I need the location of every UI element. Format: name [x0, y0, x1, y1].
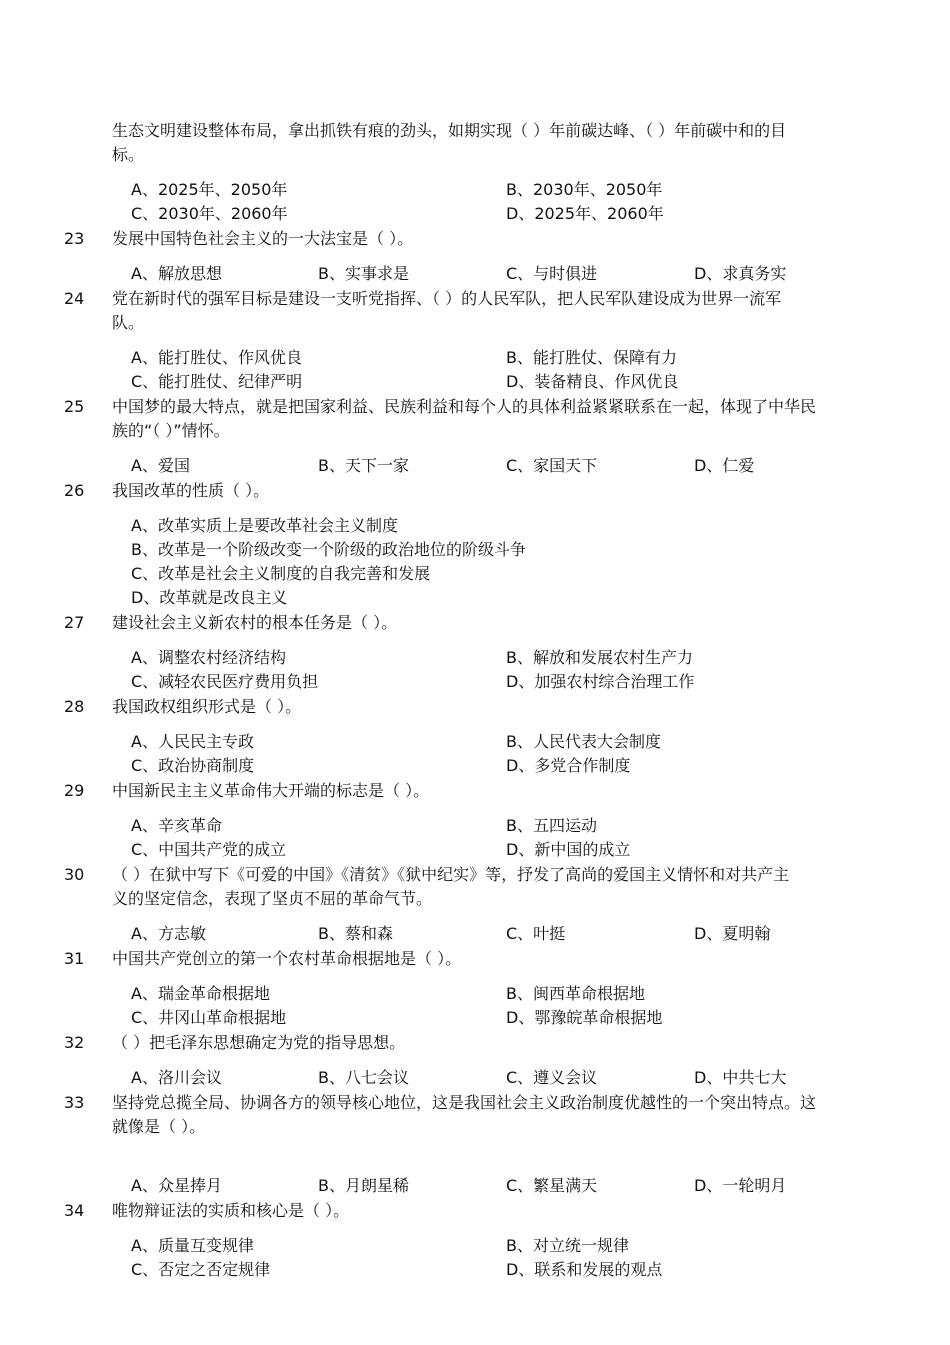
question-32-option-c: C、遵义会议: [506, 1068, 598, 1087]
question-33-stem-line-2: 就像是（ ）。: [112, 1117, 206, 1136]
question-28-option-d: D、多党合作制度: [506, 756, 631, 775]
question-32-stem: （ ）把毛泽东思想确定为党的指导思想。: [112, 1033, 406, 1052]
question-29-option-b: B、五四运动: [506, 816, 597, 835]
question-23-stem: 发展中国特色社会主义的一大法宝是（ ）。: [112, 229, 414, 248]
question-23-option-c: C、与时俱进: [506, 264, 598, 283]
question-34-option-d: D、联系和发展的观点: [506, 1260, 663, 1279]
question-28-stem: 我国政权组织形式是（ ）。: [112, 697, 302, 716]
question-26-option-d: D、改革就是改良主义: [131, 588, 288, 607]
question-29-option-d: D、新中国的成立: [506, 840, 631, 859]
question-32-option-d: D、中共七大: [694, 1068, 787, 1087]
question-25-option-c: C、家国天下: [506, 456, 598, 475]
question-27-option-b: B、解放和发展农村生产力: [506, 648, 693, 667]
question-29-option-c: C、中国共产党的成立: [131, 840, 287, 859]
question-29-option-a: A、辛亥革命: [131, 816, 222, 835]
question-31-option-c: C、井冈山革命根据地: [131, 1008, 287, 1027]
question-33-option-c: C、繁星满天: [506, 1176, 598, 1195]
question-30-stem-line-2: 义的坚定信念，表现了坚贞不屈的革命气节。: [112, 889, 433, 908]
question-29-number: 29: [64, 781, 85, 800]
question-29-stem: 中国新民主主义革命伟大开端的标志是（ ）。: [112, 781, 430, 800]
question-23-option-a: A、解放思想: [131, 264, 222, 283]
question-27-option-a: A、调整农村经济结构: [131, 648, 286, 667]
question-24-number: 24: [64, 289, 85, 308]
question-24-option-a: A、能打胜仗、作风优良: [131, 348, 302, 367]
question-30-option-a: A、方志敏: [131, 924, 206, 943]
question-24-stem-line-2: 队。: [112, 313, 145, 332]
question-24-option-b: B、能打胜仗、保障有力: [506, 348, 677, 367]
question-22-stem-line-2: 标。: [112, 145, 145, 164]
question-32-option-a: A、洛川会议: [131, 1068, 222, 1087]
question-30-option-c: C、叶挺: [506, 924, 566, 943]
question-30-option-b: B、蔡和森: [318, 924, 393, 943]
question-25-option-b: B、天下一家: [318, 456, 409, 475]
question-22-option-c: C、2030年、2060年: [131, 204, 288, 223]
question-28-option-c: C、政治协商制度: [131, 756, 255, 775]
question-31-number: 31: [64, 949, 85, 968]
question-25-option-d: D、仁爱: [694, 456, 755, 475]
question-30-stem-line-1: （ ）在狱中写下《可爱的中国》《清贫》《狱中纪实》等，抒发了高尚的爱国主义情怀和对共产主: [112, 865, 790, 884]
question-23-option-b: B、实事求是: [318, 264, 409, 283]
question-33-option-a: A、众星捧月: [131, 1176, 222, 1195]
question-30-option-d: D、夏明翰: [694, 924, 771, 943]
question-27-option-d: D、加强农村综合治理工作: [506, 672, 695, 691]
question-31-option-d: D、鄂豫皖革命根据地: [506, 1008, 663, 1027]
question-33-stem-line-1: 坚持党总揽全局、协调各方的领导核心地位，这是我国社会主义政治制度优越性的一个突出特点。这: [112, 1093, 817, 1112]
question-34-stem: 唯物辩证法的实质和核心是（ ）。: [112, 1201, 350, 1220]
question-31-option-a: A、瑞金革命根据地: [131, 984, 270, 1003]
question-25-stem-line-2: 族的“（ ）”情怀。: [112, 421, 230, 440]
question-32-number: 32: [64, 1033, 85, 1052]
question-26-option-b: B、改革是一个阶级改变一个阶级的政治地位的阶级斗争: [131, 540, 526, 559]
question-26-option-c: C、改革是社会主义制度的自我完善和发展: [131, 564, 431, 583]
question-26-stem: 我国改革的性质（ ）。: [112, 481, 270, 500]
question-28-option-a: A、人民民主专政: [131, 732, 254, 751]
question-25-option-a: A、爱国: [131, 456, 190, 475]
question-33-option-b: B、月朗星稀: [318, 1176, 409, 1195]
question-28-option-b: B、人民代表大会制度: [506, 732, 661, 751]
question-32-option-b: B、八七会议: [318, 1068, 409, 1087]
question-24-option-c: C、能打胜仗、纪律严明: [131, 372, 303, 391]
question-33-number: 33: [64, 1093, 85, 1112]
question-23-number: 23: [64, 229, 85, 248]
question-27-stem: 建设社会主义新农村的根本任务是（ ）。: [112, 613, 398, 632]
question-27-number: 27: [64, 613, 85, 632]
question-22-option-d: D、2025年、2060年: [506, 204, 664, 223]
question-28-number: 28: [64, 697, 85, 716]
question-22-option-b: B、2030年、2050年: [506, 180, 663, 199]
question-22-stem-line-1: 生态文明建设整体布局，拿出抓铁有痕的劲头，如期实现（ ）年前碳达峰、（ ）年前碳中和的目: [112, 121, 787, 140]
question-33-option-d: D、一轮明月: [694, 1176, 787, 1195]
question-34-option-b: B、对立统一规律: [506, 1236, 629, 1255]
question-25-stem-line-1: 中国梦的最大特点，就是把国家利益、民族利益和每个人的具体利益紧紧联系在一起，体现了中华民: [112, 397, 817, 416]
question-26-option-a: A、改革实质上是要改革社会主义制度: [131, 516, 398, 535]
question-34-option-c: C、否定之否定规律: [131, 1260, 271, 1279]
question-26-number: 26: [64, 481, 85, 500]
question-34-option-a: A、质量互变规律: [131, 1236, 254, 1255]
question-34-number: 34: [64, 1201, 85, 1220]
question-31-option-b: B、闽西革命根据地: [506, 984, 645, 1003]
question-30-number: 30: [64, 865, 85, 884]
question-24-option-d: D、装备精良、作风优良: [506, 372, 679, 391]
question-23-option-d: D、求真务实: [694, 264, 787, 283]
question-27-option-c: C、减轻农民医疗费用负担: [131, 672, 319, 691]
question-25-number: 25: [64, 397, 85, 416]
question-31-stem: 中国共产党创立的第一个农村革命根据地是（ ）。: [112, 949, 462, 968]
question-22-option-a: A、2025年、2050年: [131, 180, 288, 199]
question-24-stem-line-1: 党在新时代的强军目标是建设一支听党指挥、（ ）的人民军队，把人民军队建设成为世界一流军: [112, 289, 782, 308]
